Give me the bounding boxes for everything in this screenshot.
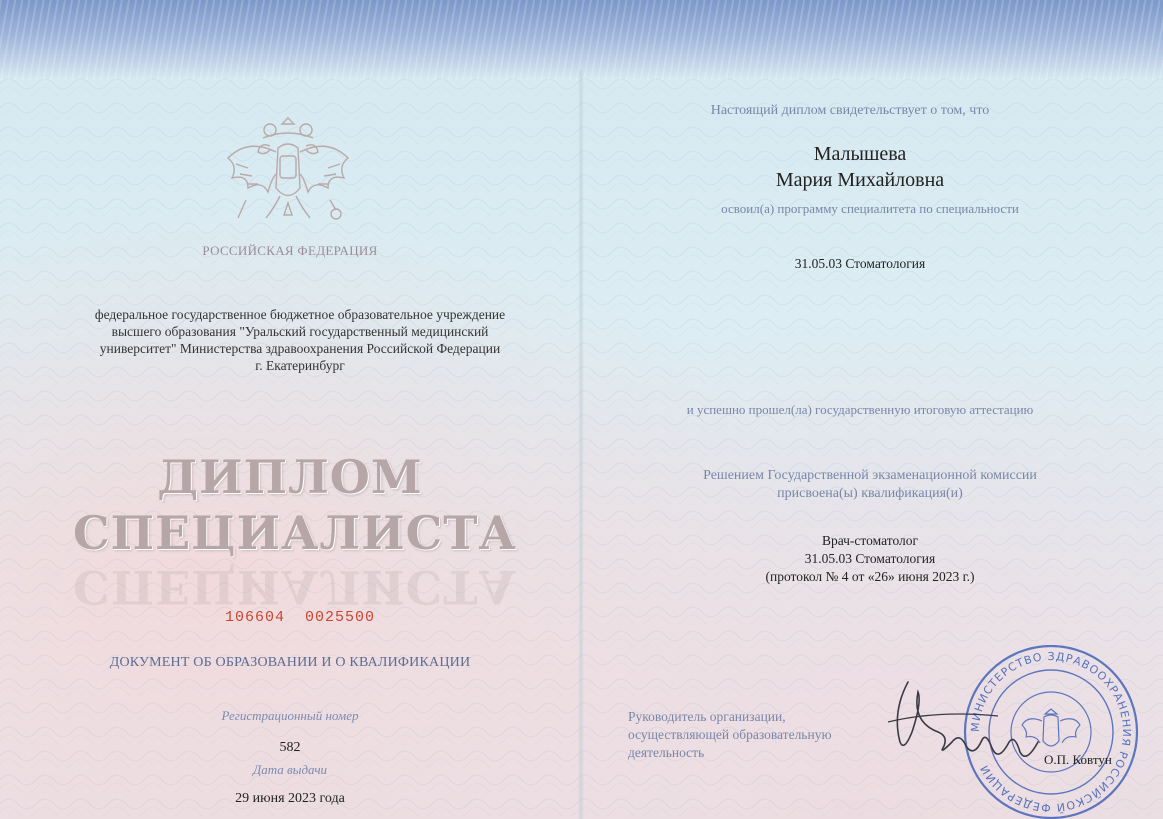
commission-decision-line2: присвоена(ы) квалификация(и) xyxy=(777,486,963,501)
issue-date-label: Дата выдачи xyxy=(252,762,328,777)
attestation-statement: и успешно прошел(ла) государственную итоговую аттестацию xyxy=(686,402,1034,417)
diploma-title-line2: СПЕЦИАЛИСТА xyxy=(73,506,517,560)
institution-line: г. Екатеринбург xyxy=(255,358,345,373)
graduate-given-names: Мария Михайловна xyxy=(775,169,945,191)
registration-number: 582 xyxy=(279,740,301,755)
head-label-line: осуществляющей образовательную xyxy=(628,727,832,742)
diploma-title-line1: ДИПЛОМ xyxy=(157,450,423,504)
commission-decision-line1: Решением Государственной экзаменационной комиссии xyxy=(703,468,1037,483)
page-fold xyxy=(578,70,584,819)
protocol-reference: (протокол № 4 от «26» июня 2023 г.) xyxy=(765,569,975,584)
document-type: ДОКУМЕНТ ОБ ОБРАЗОВАНИИ И О КВАЛИФИКАЦИИ xyxy=(109,655,471,670)
head-of-organization-label xyxy=(628,708,888,762)
qualification: Врач-стоматолог xyxy=(821,533,919,548)
seal-text: МИНИСТЕРСТВО ЗДРАВООХРАНЕНИЯ РОССИЙСКОЙ ФЕДЕРАЦИИ xyxy=(968,649,1134,815)
institution-line: высшего образования "Уральский государственный медицинский xyxy=(111,324,489,339)
coat-of-arms-icon xyxy=(218,108,358,233)
specialty: 31.05.03 Стоматология xyxy=(794,256,926,271)
institution-line: федеральное государственное бюджетное образовательное учреждение xyxy=(94,307,506,322)
signature-icon xyxy=(878,672,1048,772)
institution-line: университет" Министерства здравоохранения Российской Федерации xyxy=(99,341,501,356)
head-label-line: Руководитель организации, xyxy=(628,709,786,724)
graduate-surname: Малышева xyxy=(813,143,907,165)
country-name: РОССИЙСКАЯ ФЕДЕРАЦИЯ xyxy=(202,243,378,258)
top-ornament-band xyxy=(0,0,1163,80)
program-statement: освоил(а) программу специалитета по специальности xyxy=(721,201,1019,216)
title-watermark-reflection: СПЕЦИАЛИСТА xyxy=(73,560,517,614)
registration-number-label: Регистрационный номер xyxy=(221,708,359,723)
certification-intro: Настоящий диплом свидетельствует о том, что xyxy=(710,103,990,118)
institution-name xyxy=(40,306,560,374)
serial-number: 106604 0025500 xyxy=(224,609,376,626)
signer-name: О.П. Ковтун xyxy=(1044,752,1112,767)
head-label-line: деятельность xyxy=(628,745,705,760)
issue-date: 29 июня 2023 года xyxy=(235,791,345,806)
qualification-specialty: 31.05.03 Стоматология xyxy=(804,551,936,566)
